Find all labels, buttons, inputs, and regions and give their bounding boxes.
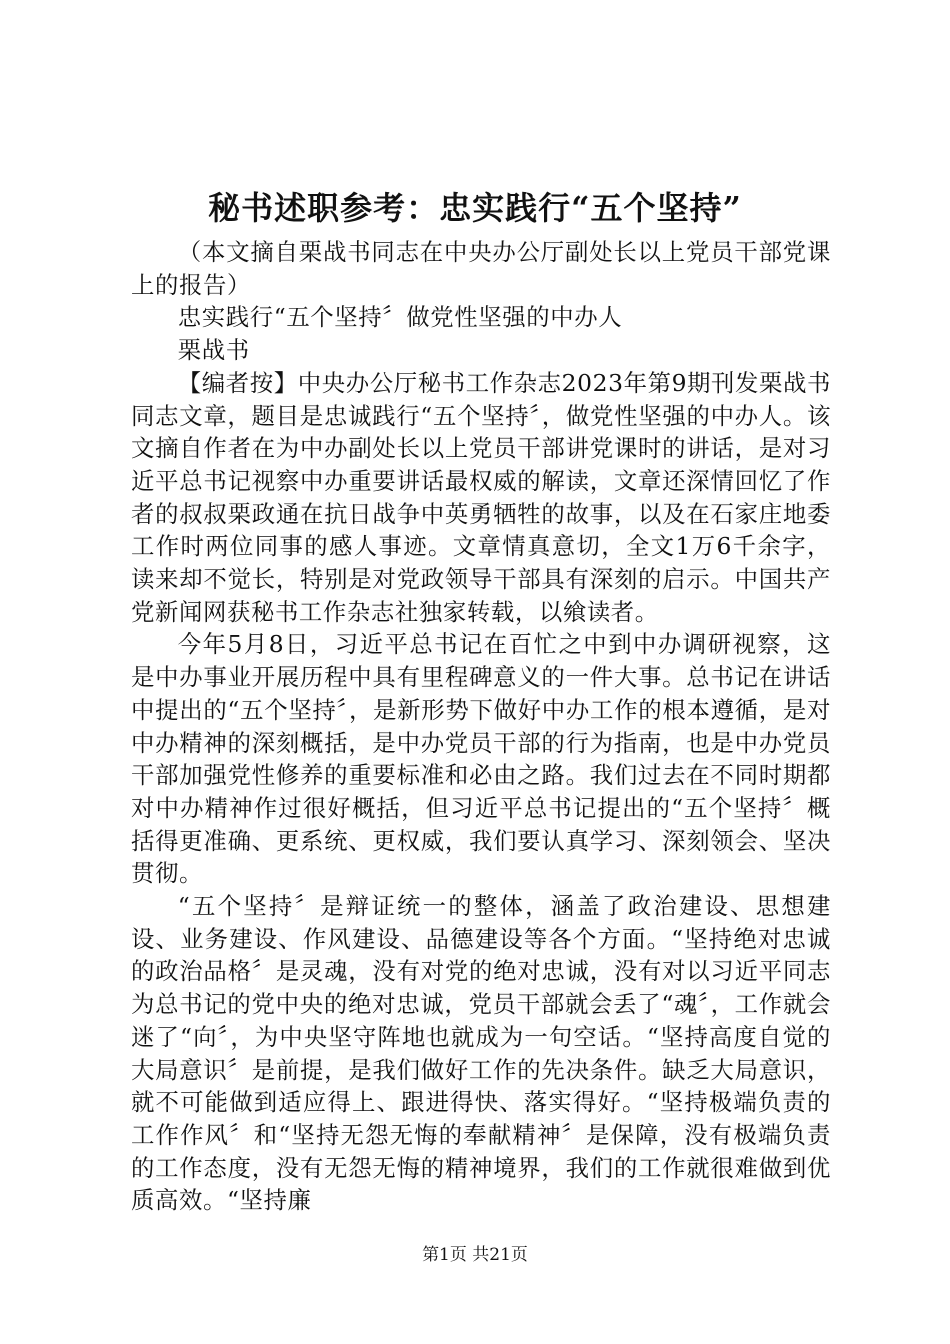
- source-note-paragraph: （本文摘自栗战书同志在中央办公厅副处长以上党员干部党课上的报告）: [131, 238, 831, 299]
- page-number-footer: 第1页 共21页: [422, 1245, 528, 1265]
- document-body: [131, 236, 831, 1217]
- page-title: 秘书述职参考：忠实践行“五个坚持”: [208, 189, 742, 227]
- author-paragraph: 栗战书: [177, 336, 250, 365]
- body-paragraph: “五个坚持〞是辩证统一的整体，涵盖了政治建设、思想建设、业务建设、作风建设、品德建设等各个方面。“坚持绝对忠诚的政治品格〞是灵魂，没有对党的绝对忠诚，没有对以习近平同志为总书记的党中央的绝对忠诚，党员干部就会丢了“魂〞，工作就会迷了“向〞，为中央坚守阵地也就成为一句空话。“坚持高度自觉的大局意识〞是前提，是我们做好工作的先决条件。缺乏大局意识，就不可能做到适应得上、跟进得快、落实得好。“坚持极端负责的工作作风〞和“坚持无怨无悔的奉献精神〞是保障，没有极端负责的工作态度，没有无怨无悔的精神境界，我们的工作就很难做到优质高效。“坚持廉: [131, 892, 831, 1215]
- subtitle-paragraph: 忠实践行“五个坚持〞做党性坚强的中办人: [177, 303, 623, 332]
- editor-note-paragraph: 【编者按】中央办公厅秘书工作杂志2023年第9期刊发栗战书同志文章，题目是忠诚践行“五个坚持〞，做党性坚强的中办人。该文摘自作者在为中办副处长以上党员干部讲党课时的讲话，是对习近平总书记视察中办重要讲话最权威的解读，文章还深情回忆了作者的叔叔栗政通在抗日战争中英勇牺牲的故事，以及在石家庄地委工作时两位同事的感人事迹。文章情真意切，全文1万6千余字，读来却不觉长，特别是对党政领导干部具有深刻的启示。中国共产党新闻网获秘书工作杂志社独家转载，以飨读者。: [131, 368, 831, 626]
- body-paragraph: 今年5月8日，习近平总书记在百忙之中到中办调研视察，这是中办事业开展历程中具有里程碑意义的一件大事。总书记在讲话中提出的“五个坚持〞，是新形势下做好中办工作的根本遵循，是对中办精神的深刻概括，是中办党员干部的行为指南，也是中办党员干部加强党性修养的重要标准和必由之路。我们过去在不同时期都对中办精神作过很好概括，但习近平总书记提出的“五个坚持〞概括得更准确、更系统、更权威，我们要认真学习、深刻领会、坚决贯彻。: [131, 630, 831, 888]
